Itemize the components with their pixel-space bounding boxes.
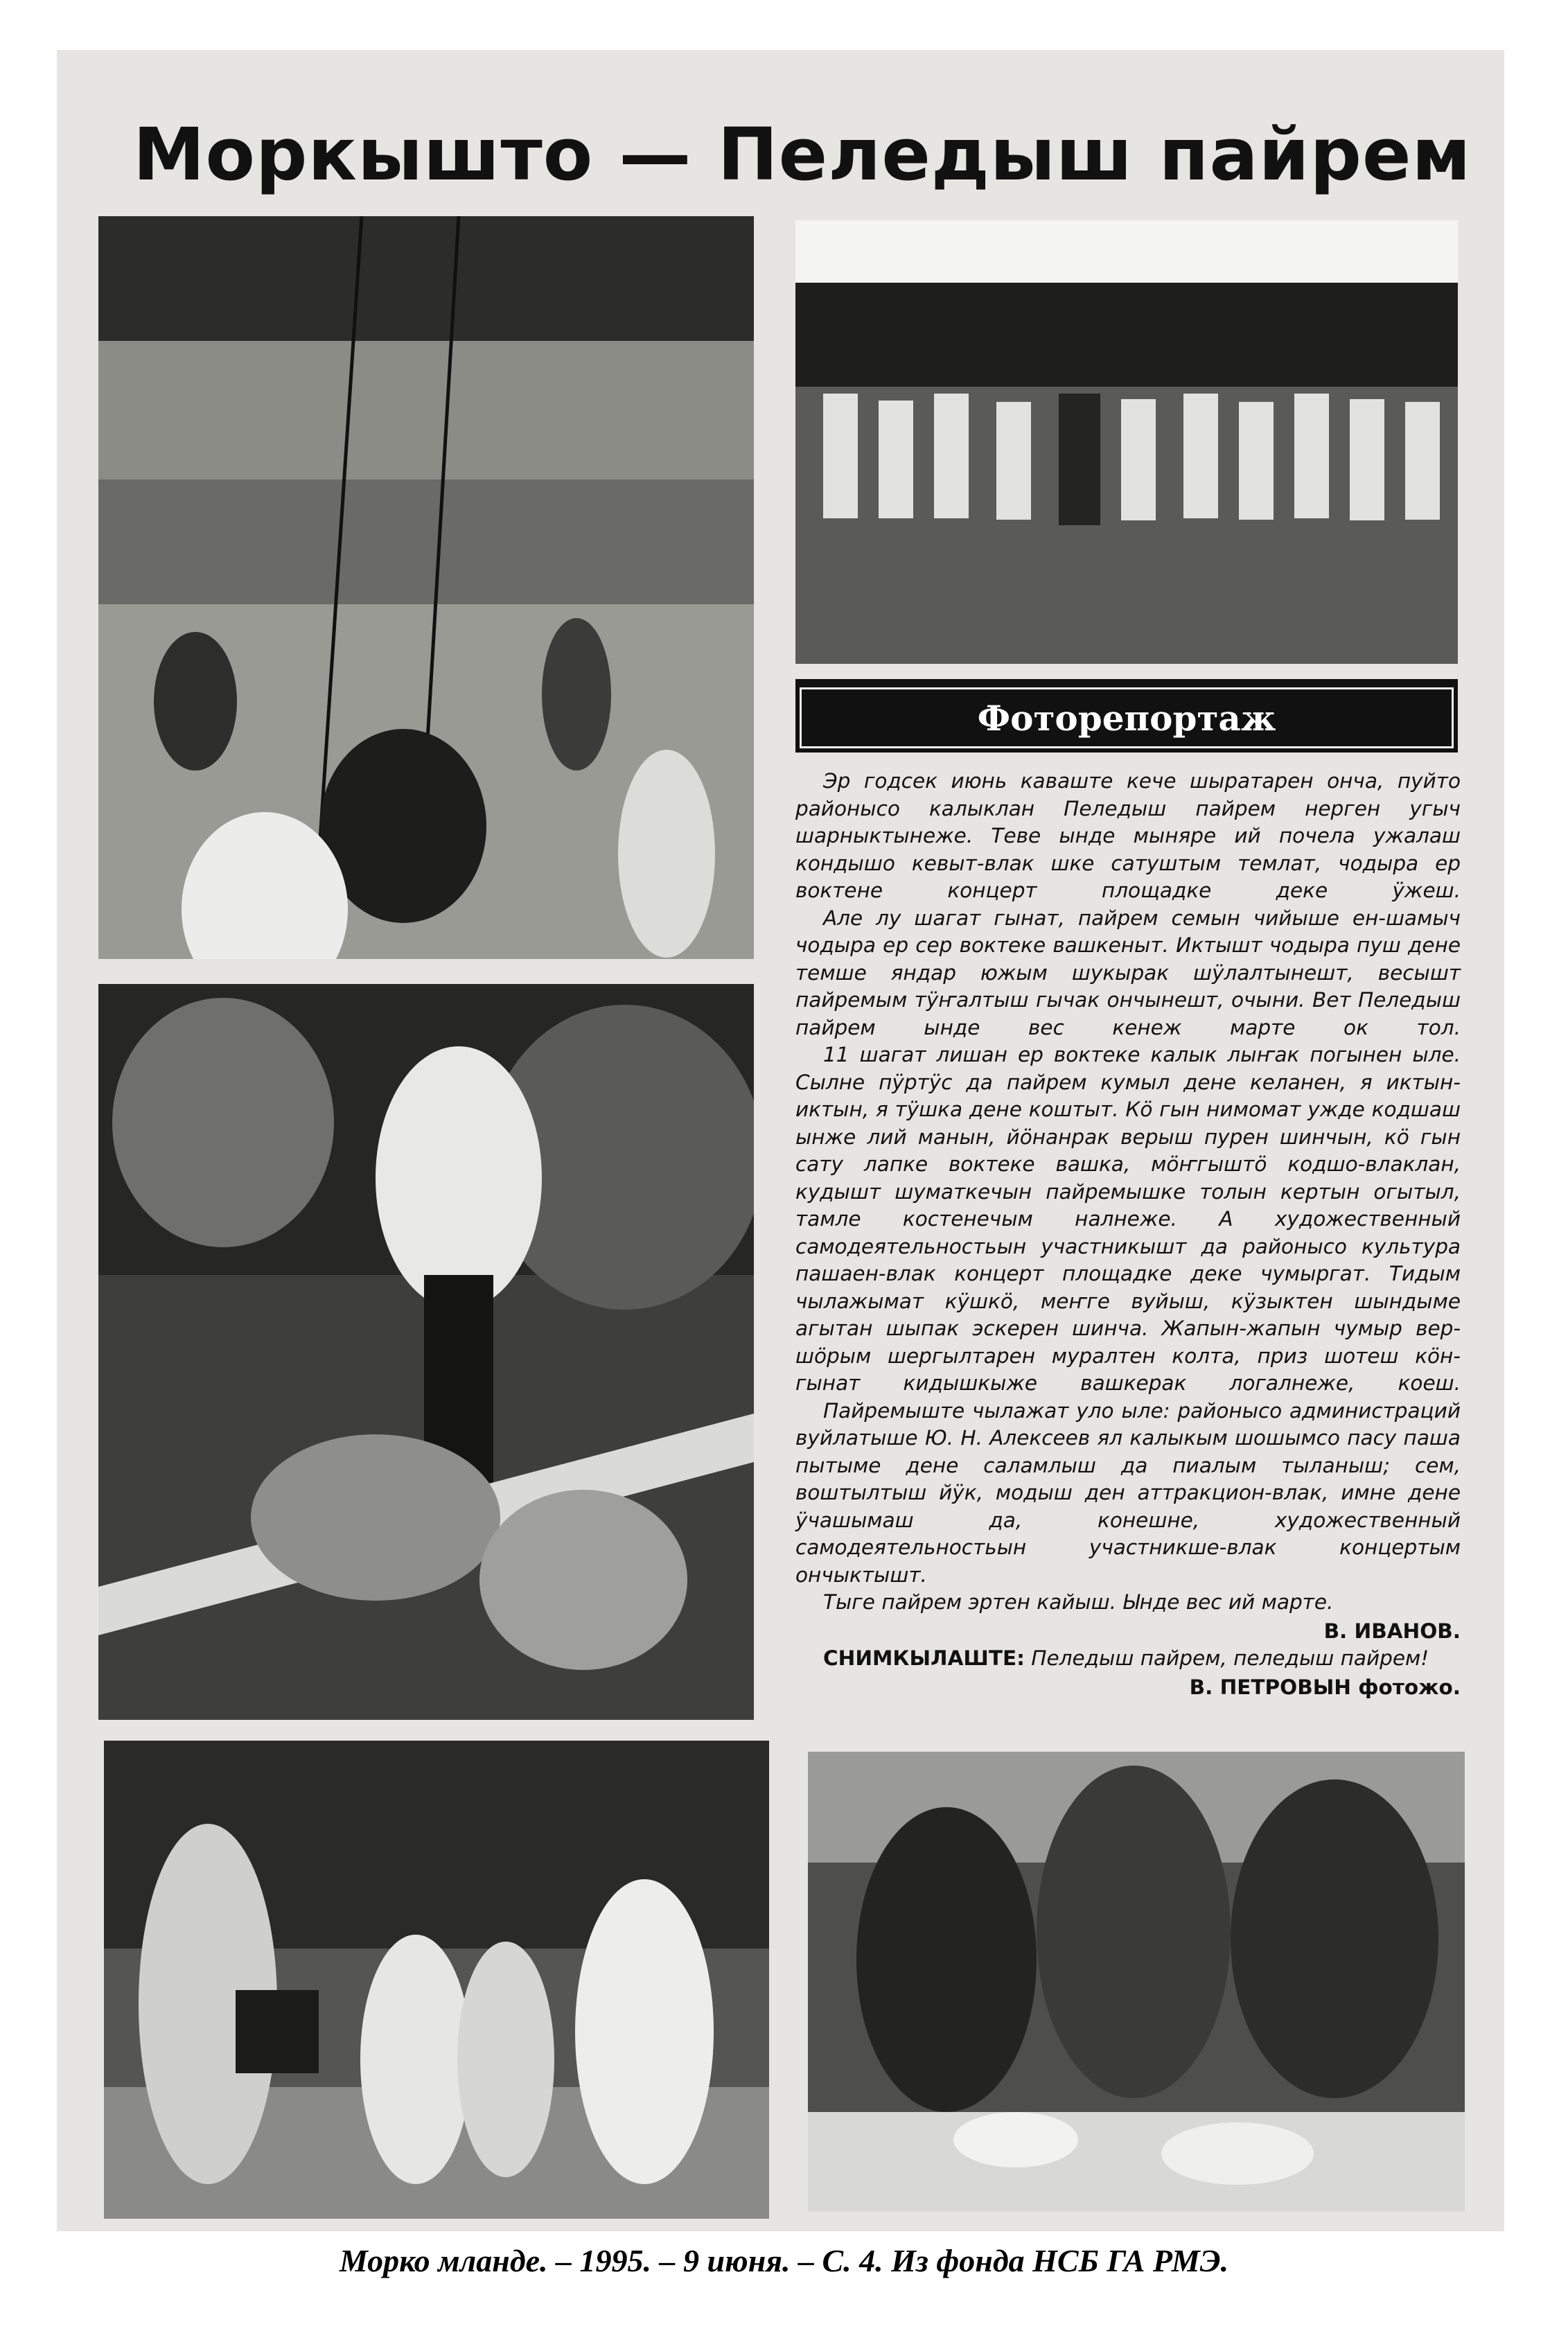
section-banner: Фоторепортаж — [795, 679, 1458, 753]
photo-credit: В. ПЕТРОВЫН фотожо. — [1189, 1675, 1461, 1699]
photo-ensemble — [795, 220, 1458, 664]
article-paragraph: Але лу шагат гынат, пайрем семын чийыше ен-шамыч чодыра ер сер воктеке вашкеныт. Иктышт чодыра пуш дене темше яндар южым шукырак шӱлалтынешт, весышт пайремым тӱҥалтыш гычак ончынешт, очыни. Вет Пеледыш пайрем ынде вес кенеж марте ок тол. — [795, 906, 1461, 1039]
source-line: Морко мланде. – 1995. – 9 июня. – С. 4. Из фонда НСБ ГА РМЭ. — [339, 2243, 1229, 2278]
headline: Моркышто — Пеледыш пайрем — [133, 112, 1472, 197]
photo-accordion-dance — [104, 1741, 769, 2219]
photo-caption — [795, 1645, 1461, 1673]
photo-caption-label: СНИМКЫЛАШТЕ: — [823, 1646, 1025, 1670]
article-paragraph: Эр годсек июнь каваште кече шыратарен онча, пуйто районысо калыклан Пеледыш пайрем нерген угыч шарныктынеже. Теве ынде мыняре ий почела ужалаш кондышо кевыт-влак шке сатуштым темлат, чодыра ер воктене концерт площадке деке ӱжеш. — [795, 769, 1461, 902]
article-paragraph: 11 шагат лишан ер воктеке калык лыҥак погынен ыле. Сылне пӱртӱс да пайрем кумыл дене келанен, я иктын-иктын, я тӱшка дене коштыт. Кӧ гын нимомат ужде кодшаш ынже лий манын, йӧнанрак верыш пурен шинчын, кӧ гын сату лапке воктеке вашка, мӧҥгыштӧ кодшо-влаклан, кудышт шуматкечын пайремышке толын кертын огытыл, тамле костенечым налнежe. А художественный самодеятельностьын участникышт да районысо культура пашаен-влак концерт площадке деке чумыргат. Тидым чылажымат кӱшкӧ, меҥге вуйыш, кӱзыктен шындыме агытан шыпак эскерен шинча. Жапын-жапын чумыр вер-шӧрым шергылтарен муралтен колта, приз шотеш кӧн-гынат кидышкыже вашкерак логалнеже, коеш. — [795, 1043, 1461, 1395]
photo-caption-text: Пеледыш пайрем, пеледыш пайрем! — [1024, 1646, 1429, 1670]
article-paragraph: Пайремыште чылажат уло ыле: районысо администраций вуйлатыше Ю. Н. Алексеев ял калыкым шошымсо пасу паша пытыме дене саламлыш да пиалым тыланыш; сем, воштылтыш йӱк, модыш ден аттракцион-влак, имне дене ӱчашымаш да, конешне, художественный самодеятельностьын участникше-влак концертым ончыктышт. — [795, 1398, 1461, 1587]
photo-women-table — [808, 1752, 1465, 2212]
article-body — [795, 768, 1461, 1701]
article-author: В. ИВАНОВ. — [1323, 1619, 1461, 1643]
article-paragraph: Тыге пайрем эртен кайыш. Ынде вес ий марте. — [823, 1590, 1334, 1614]
photo-swings — [98, 216, 754, 959]
photo-log-balance — [98, 984, 754, 1720]
